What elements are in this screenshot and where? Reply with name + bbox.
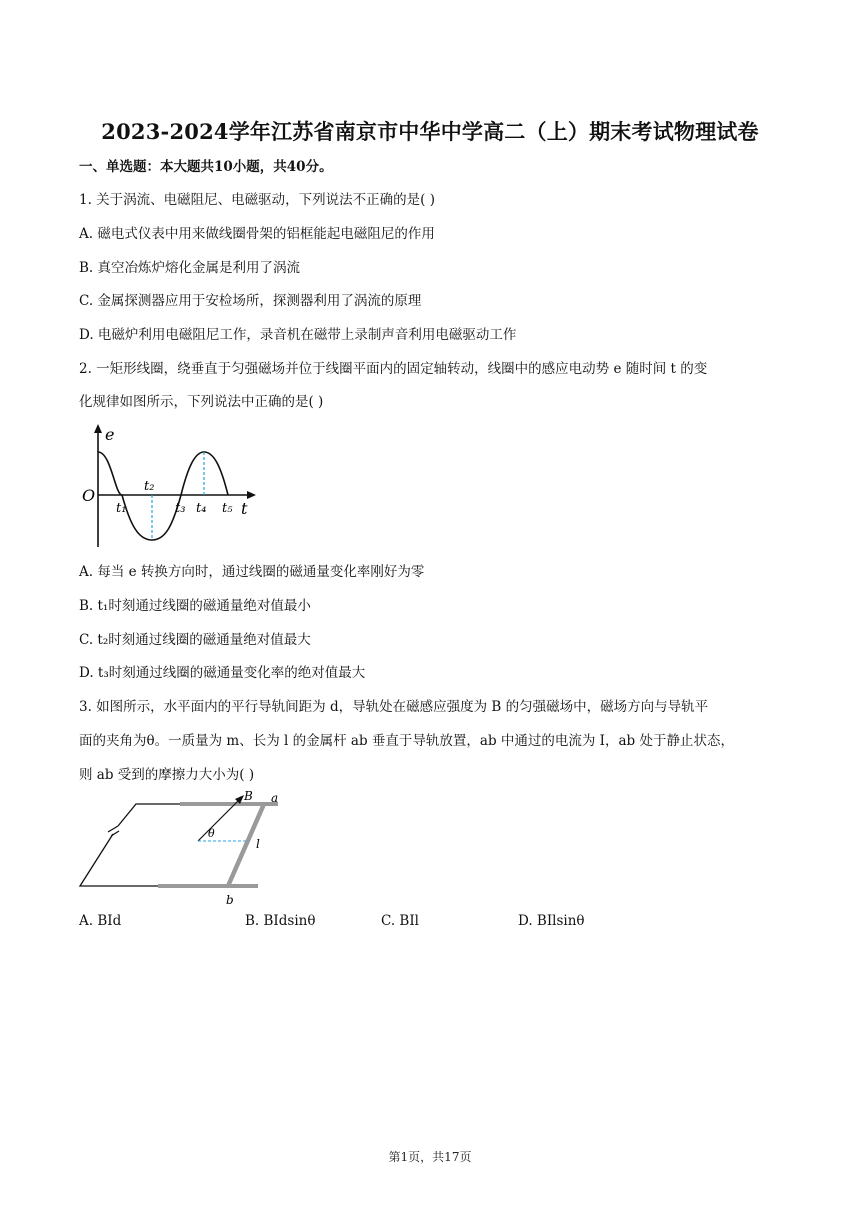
q2-option-a: A. 每当 e 转换方向时，通过线圈的磁通量变化率刚好为零 (79, 564, 425, 580)
emf-curve (98, 452, 228, 540)
t3-label: t₃ (175, 501, 186, 516)
q2-option-c: C. t₂时刻通过线圈的磁通量绝对值最大 (79, 632, 311, 648)
q2-stem-line1: 2. 一矩形线圈，绕垂直于匀强磁场并位于线圈平面内的固定轴转动，线圈中的感应电动势 e 随时间 t 的变 (79, 361, 708, 377)
q3-stem-line2: 面的夹角为θ。一质量为 m、长为 l 的金属杆 ab 垂直于导轨放置，ab 中通过的电流为 I，ab 处于静止状态， (79, 733, 734, 749)
page-footer: 第1页，共17页 (388, 1150, 472, 1164)
x-axis-label: t (241, 499, 248, 518)
section-heading: 一、单选题：本大题共10小题，共40分。 (79, 159, 333, 175)
q1-option-a: A. 磁电式仪表中用来做线圈骨架的铝框能起电磁阻尼的作用 (79, 226, 435, 242)
q3-option-d: D. BIlsinθ (518, 913, 585, 929)
theta-label: θ (208, 827, 215, 840)
q3-option-b: B. BIdsinθ (245, 913, 316, 929)
b-end-label: b (226, 893, 234, 907)
origin-label: O (82, 486, 96, 505)
t2-label: t₂ (144, 479, 155, 494)
battery-plate-long (108, 826, 118, 832)
x-axis-arrow (247, 491, 256, 499)
q1-option-c: C. 金属探测器应用于安检场所，探测器利用了涡流的原理 (79, 293, 422, 309)
q2-option-b: B. t₁时刻通过线圈的磁通量绝对值最小 (79, 598, 311, 614)
t1-label: t₁ (116, 501, 127, 516)
q3-option-c: C. BIl (381, 913, 420, 929)
emf-time-graph (78, 422, 268, 552)
circuit-wire-top (118, 804, 180, 826)
l-label: l (256, 837, 260, 851)
q3-stem-line1: 3. 如图所示，水平面内的平行导轨间距为 d，导轨处在磁感应强度为 B 的匀强磁场中，磁场方向与导轨平 (79, 699, 709, 715)
q3-stem-line3: 则 ab 受到的摩擦力大小为( ) (79, 767, 255, 783)
t4-label: t₄ (196, 501, 207, 516)
rail-circuit-figure (76, 788, 296, 908)
q2-option-d: D. t₃时刻通过线圈的磁通量变化率的绝对值最大 (79, 665, 366, 681)
page-title: 2023-2024学年江苏省南京市中华中学高二（上）期末考试物理试卷 (101, 119, 759, 144)
q1-option-d: D. 电磁炉利用电磁阻尼工作，录音机在磁带上录制声音利用电磁驱动工作 (79, 327, 517, 343)
q1-option-b: B. 真空冶炼炉熔化金属是利用了涡流 (79, 260, 301, 276)
circuit-wire-bottom (80, 834, 158, 886)
b-label: B (244, 789, 253, 803)
q3-option-a: A. BId (79, 913, 122, 929)
a-label: a (271, 791, 279, 805)
q1-stem: 1. 关于涡流、电磁阻尼、电磁驱动，下列说法不正确的是( ) (79, 192, 435, 208)
y-axis-label: e (105, 425, 115, 444)
y-axis-arrow (94, 424, 102, 433)
t5-label: t₅ (222, 501, 233, 516)
q2-stem-line2: 化规律如图所示，下列说法中正确的是( ) (79, 394, 324, 410)
